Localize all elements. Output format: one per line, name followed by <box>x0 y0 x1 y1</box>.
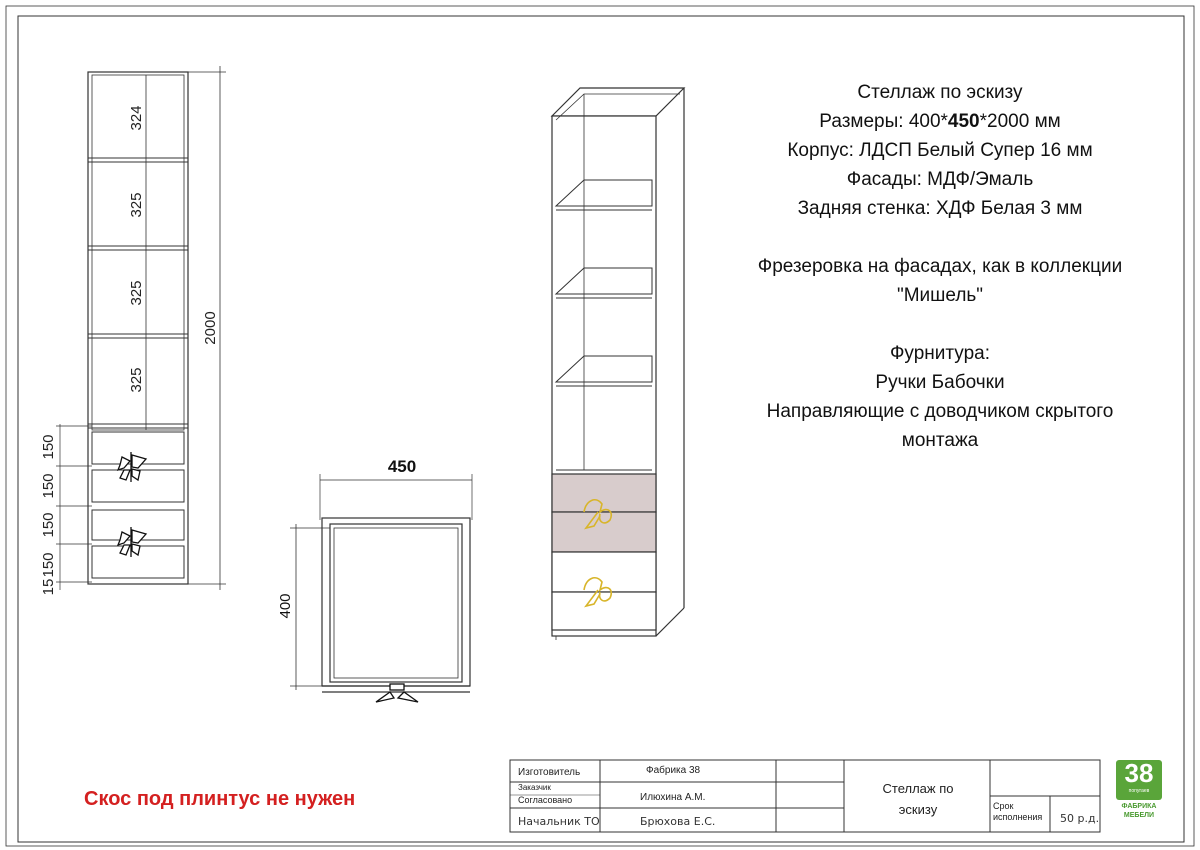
drawer-dim: 150 <box>40 512 57 538</box>
spec-body: Корпус: ЛДСП Белый Супер 16 мм <box>787 140 1093 161</box>
document-title-line-1: Стеллаж по <box>882 781 954 796</box>
iso-drawer-facade <box>552 512 656 552</box>
shelf-dim: 325 <box>128 280 145 306</box>
drawer-dim: 150 <box>40 473 57 499</box>
factory-logo <box>1116 760 1162 826</box>
term-label <box>993 801 1042 823</box>
spec-hardware-3: монтажа <box>901 430 979 451</box>
logo-brand-1: ФАБРИКА <box>1121 803 1157 810</box>
approved-label: Согласовано <box>518 795 573 805</box>
logo-number: 38 <box>1124 758 1154 788</box>
front-outer-frame <box>88 72 188 584</box>
top-view-width-dim: 450 <box>387 457 417 476</box>
drawer-dim: 150 <box>40 434 57 460</box>
spec-title: Стеллаж по эскизу <box>857 82 1023 103</box>
customer-label: Заказчик <box>518 783 551 792</box>
term-value: 50 р.д. <box>1060 812 1100 825</box>
shelf-dim: 324 <box>128 105 145 131</box>
head-label: Начальник ТО <box>518 815 600 828</box>
isometric-view <box>552 88 684 640</box>
head-value: Брюхова Е.С. <box>640 815 716 828</box>
logo-sub: попугаев <box>1128 788 1150 794</box>
spec-milling-2: "Мишель" <box>896 285 984 306</box>
logo-brand <box>1116 802 1162 820</box>
butterfly-handle-icon <box>118 527 146 557</box>
top-view-body <box>322 518 470 686</box>
plinth-dim: 15 <box>40 578 57 596</box>
term-label-line-1: Срок <box>993 801 1014 811</box>
butterfly-handle-icon <box>376 684 418 702</box>
front-drawers <box>92 432 184 578</box>
iso-drawer-facade <box>552 552 656 592</box>
shelf-dim: 325 <box>128 367 145 393</box>
approved-value: Илюхина А.М. <box>640 792 706 803</box>
spec-milling-1: Фрезеровка на фасадах, как в коллекции <box>757 256 1123 277</box>
spec-back: Задняя стенка: ХДФ Белая 3 мм <box>797 198 1083 219</box>
maker-label: Изготовитель <box>518 767 581 778</box>
spec-hardware-1: Ручки Бабочки <box>875 372 1005 393</box>
document-title <box>848 778 988 820</box>
total-height-dim: 2000 <box>202 311 219 345</box>
shelf-dim: 325 <box>128 192 145 218</box>
front-view-dimensions <box>40 105 219 595</box>
term-label-line-2: исполнения <box>993 812 1043 822</box>
spec-size-suffix: *2000 мм <box>979 111 1061 132</box>
specification <box>720 78 1160 455</box>
butterfly-handle-icon <box>118 452 146 482</box>
spec-dimensions <box>720 107 1160 136</box>
iso-drawer-facade <box>552 592 656 630</box>
top-view-depth-dim: 400 <box>277 593 294 619</box>
iso-drawer-facade <box>552 474 656 512</box>
front-left-dimensions <box>56 424 92 590</box>
spec-hardware-2: Направляющие с доводчиком скрытого <box>766 401 1114 422</box>
spec-size-bold: 450 <box>947 111 980 132</box>
plinth-note: Скос под плинтус не нужен <box>84 788 356 810</box>
front-view <box>56 66 226 590</box>
top-view <box>290 474 472 692</box>
drawer-dim: 150 <box>40 552 57 578</box>
maker-value: Фабрика 38 <box>646 765 701 776</box>
logo-brand-2: МЕБЕЛИ <box>1123 812 1155 819</box>
spec-facades: Фасады: МДФ/Эмаль <box>846 169 1034 190</box>
spec-size-prefix: Размеры: 400* <box>819 111 948 132</box>
document-title-line-2: эскизу <box>898 802 938 817</box>
spec-hardware-title: Фурнитура: <box>889 343 991 364</box>
